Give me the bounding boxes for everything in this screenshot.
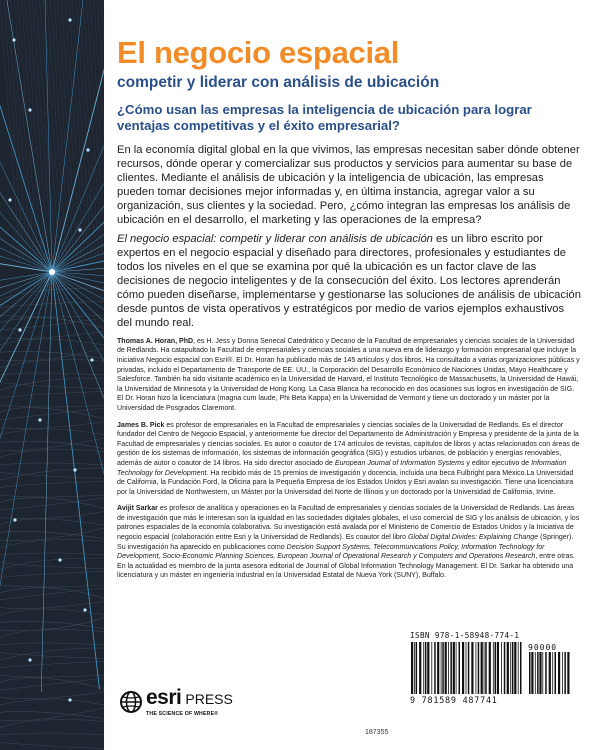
book-title: El negocio espacial: [117, 35, 400, 70]
author-bio-text: Ha recibido más de 15 premios de investigación y docencia, incluida una beca Fulbright para México.La Universidad de California, la Fundación Ford, la Oficina para la Pequeña Empresa de los Estados Unidos y Esri avalan su investigación. Tiene una licenciatura por la Universidad de Northwestern, un Máster por la Universidad del Norte de Illinois y un doctorado por la Universidad de California, Irvine.: [117, 469, 574, 496]
author-bio-text: (Springer). Su investigación ha aparecido en publicaciones como: [117, 534, 574, 551]
ean-barcode-bars: [410, 642, 522, 694]
addon-number: 90000: [528, 643, 558, 652]
barcode-row: [410, 642, 580, 694]
product-code: 187355: [365, 729, 389, 736]
cover-side-artwork: [0, 0, 104, 750]
barcode-addon: [528, 643, 572, 694]
journal-title: European Journal of Information Systems: [334, 459, 465, 467]
book-subtitle: competir y liderar con análisis de ubicación: [117, 74, 440, 91]
journal-title: Information Technology for Development.: [117, 459, 567, 477]
author-bio-pick: [117, 421, 582, 498]
author-bio-text: es profesor de empresariales en la Facultad de empresariales y ciencias sociales de la Universidad de Redlands. Es el director fundador del Centro de Negocio Espacial, y anteriormente fue director del Departamento de Administración y Empresa y presidente de la junta de la Facultad de empresariales y ciencias sociales. Es autor o coautor de 174 artículos de revistas, capítulos de libros y actas relacionados con áreas de gestión de los sistemas de información, los sistemas de información geográfica (SIG) y estudios urbanos, de población y energías renovables, además de autor o coautor de 14 libros. Ha sido director asociado de: [117, 421, 580, 467]
addon-barcode-bars: [528, 652, 572, 694]
author-bio-text: , es H. Jess y Donna Senecal Catedrático y Decano de la Facultad de empresariales y ciencias sociales de la Universidad de Redlands. Ha catapultado la Facultad de empresariales y ciencias sociales a una nueva era de liderazgo y formación empresarial que incluye la iniciativa Negocio espacial con Esri®. El Dr. Horan ha publicado más de 145 artículos y dos libros. Ha consultado a varias organizaciones públicas y privadas, incluido el Departamento de Transporte de EE. UU., la Corporación del Desarrollo Económico de Naciones Unidas, Mayo Healthcare y Salesforce. También ha sido visitante académico en la Universidad de Harvard, el Instituto Tecnológico de Massachusetts, la Universidad de Hawái, la Universidad de Minnesota y la Universidad de Hong Kong. La Casa Blanca ha reconocido en dos ocasiones sus logros en investigación de SIG. El Dr. Horan hizo la licenciatura (magna cum laude, Phi Beta Kappa) en la Universidad de Vermont y tiene un doctorado y un máster por la Universidad de Posgrados Claremont.: [117, 337, 580, 412]
book-title-italic: El negocio espacial: competir y liderar con análisis de ubicación: [117, 233, 433, 246]
intro-paragraph: En la economía digital global en la que vivimos, las empresas necesitan saber dónde obtener recursos, dónde operar y comercializar sus productos y servicios para aumentar su base de clientes. Mediante el análisis de ubicación y la inteligencia de ubicación, las empresas pueden tomar decisiones mejor informadas y, en última instancia, agregar valor a su organización, sus clientes y la sociedad. Pero, ¿cómo integran las empresas los análisis de ubicación en el desarrollo, el marketing y las operaciones de la empresa?: [117, 144, 580, 226]
author-bio-horan: [117, 337, 582, 414]
barcode-number: 9 781589 487741: [410, 695, 498, 705]
author-bio-text: , entre otras. En la actualidad es miembro de la junta asesora editorial de Journal of Global Information Technology Management. El Dr. Sarkar ha obtenido una licenciatura y un máster en ingeniería industrial en la Universidad Estatal de Nueva York (SUNY), Buffalo.: [117, 553, 575, 580]
author-name: Avijit Sarkar: [117, 505, 158, 513]
author-name: Thomas A. Horan, PhD: [117, 337, 194, 345]
author-bio-sarkar: [117, 504, 582, 581]
globe-icon: [120, 691, 142, 713]
publisher-press: PRESS: [185, 691, 233, 707]
author-bio-text: es profesor de analítica y operaciones en la Facultad de empresariales y ciencias sociales de la Universidad de Redlands. Las áreas de investigación que más le interesan son la igualdad en las sociedades digitales globales, el uso comercial de SIG y los análisis de ubicación, y los patrones espaciales de la economía colaborativa. Su investigación está avalada por el Ministerio de Comercio de Estados Unidos y la Iniciativa de negocio espacial (colaboración entre Esri y la Universidad de Redlands). Es coautor del libro: [117, 505, 580, 542]
journal-list: Decision Support Systems, Telecommunications Policy, Information Technology for Development, Socio-Economic Planning Sciences, European Journal of Operational Research y Computers and Operations Research: [117, 543, 545, 561]
publisher-brand: [146, 686, 233, 717]
isbn-label: ISBN 978-1-58948-774-1: [410, 631, 520, 640]
lead-question: ¿Cómo usan las empresas la inteligencia de ubicación para lograr ventajas competitivas y el éxito empresarial?: [117, 102, 532, 133]
brand-row: [146, 686, 233, 710]
isbn-barcode: [410, 631, 580, 705]
description-paragraph: [117, 233, 582, 330]
publisher-tagline: THE SCIENCE OF WHERE®: [146, 711, 219, 717]
network-map-illustration: [0, 0, 104, 750]
book-reference: Global Digital Divides: Explaining Change: [408, 534, 539, 542]
author-name: James B. Pick: [117, 421, 165, 429]
description-text: es un libro escrito por expertos en el negocio espacial y diseñado para directores, profesionales y estudiantes de todos los niveles en el que se examina por qué la ubicación es un factor clave de las decisiones de negocio inteligentes y de la consecución del éxito. Los lectores aprenderán cómo pueden diseñarse, implementarse y gestionarse las soluciones de análisis de ubicación desde puntos de vista operativos y estratégicos por medio de varios ejemplos exhaustivos del mundo real.: [117, 233, 581, 329]
publisher-name: esri: [146, 686, 182, 709]
author-bio-text: y editor ejecutivo de: [464, 459, 532, 467]
back-cover-content: [117, 36, 582, 588]
publisher-logo: [120, 686, 233, 717]
